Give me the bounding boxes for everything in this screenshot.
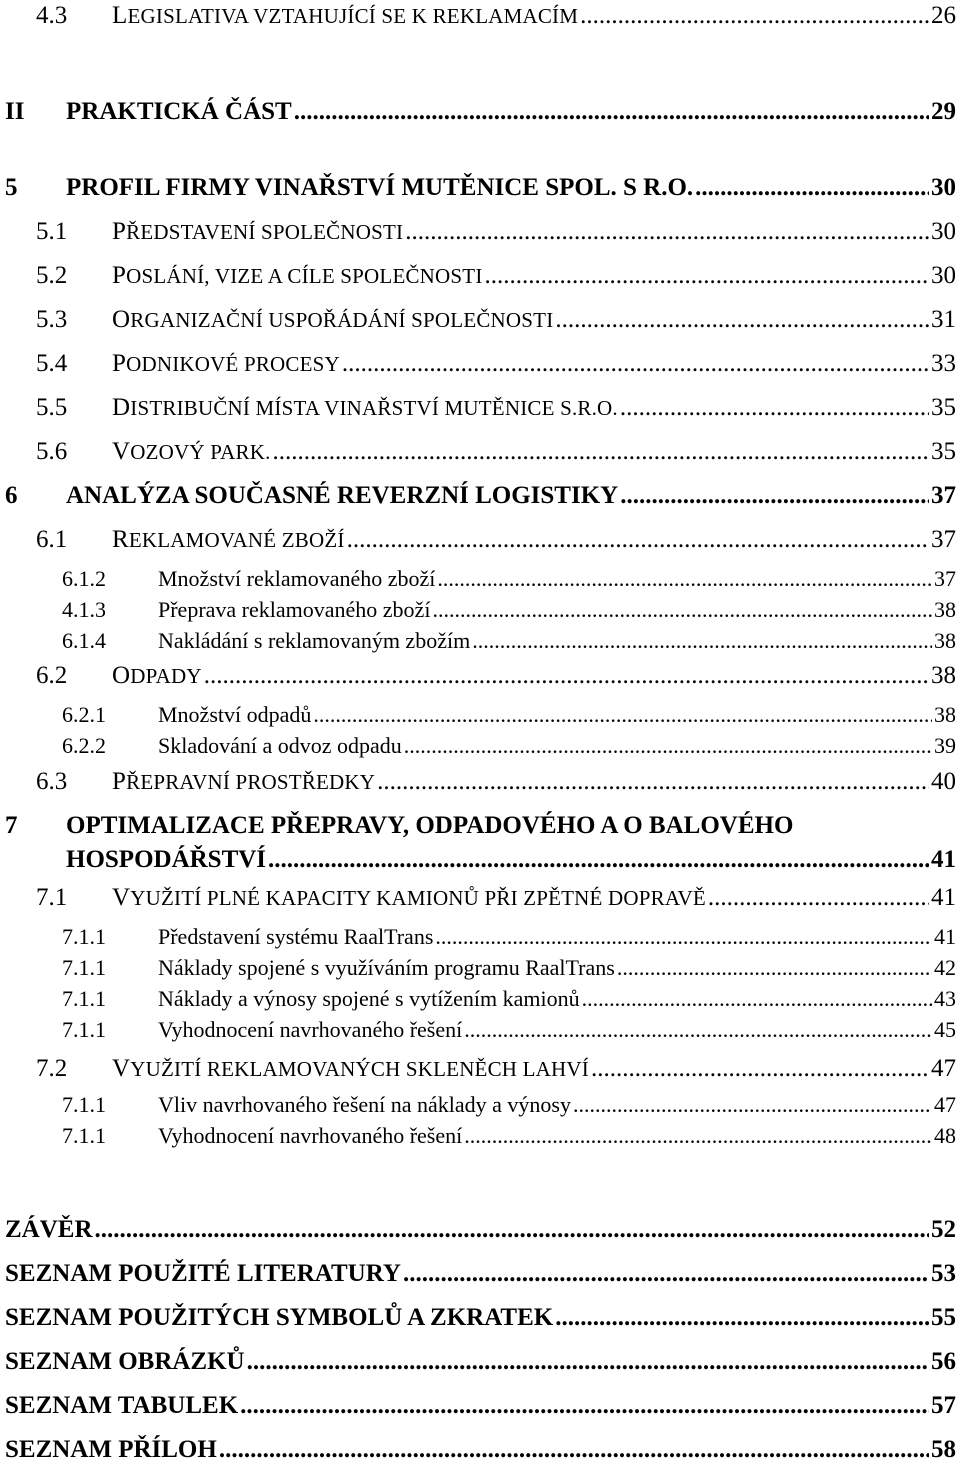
entry-title-rest: OSLÁNÍ, VIZE A CÍLE SPOLEČNOSTI [126, 264, 483, 288]
page-number: 41 [934, 924, 956, 949]
entry-title-initial: V [112, 1055, 131, 1082]
dot-leader [472, 628, 932, 654]
page-number: 48 [934, 1123, 956, 1148]
entry-title: SEZNAM PŘÍLOH [5, 1436, 217, 1463]
entry-title [112, 218, 403, 246]
toc-entry-sec[interactable] [0, 884, 956, 920]
dot-leader [591, 1055, 929, 1083]
entry-title: Množství odpadů [158, 702, 312, 727]
entry-number: 6.1 [36, 526, 68, 553]
entry-title: SEZNAM POUŽITÉ LITERATURY [5, 1260, 401, 1287]
entry-title-line2: HOSPODÁŘSTVÍ [66, 846, 267, 873]
dot-leader [204, 662, 929, 690]
dot-leader [404, 733, 932, 759]
dot-leader [464, 1017, 932, 1043]
entry-number: 4.1.3 [62, 597, 106, 622]
toc-entry-sub[interactable] [0, 733, 956, 769]
entry-title: Vliv navrhovaného řešení na náklady a výnosy [158, 1092, 571, 1117]
page-number: 37 [931, 526, 956, 553]
toc-entry-ch[interactable] [0, 174, 956, 210]
toc-entry-sec[interactable] [0, 768, 956, 804]
entry-number: 7.1.1 [62, 955, 106, 980]
entry-number: 5.4 [36, 350, 68, 377]
entry-title: Přeprava reklamovaného zboží [158, 597, 431, 622]
entry-title-initial: D [112, 394, 131, 421]
entry-title: PRAKTICKÁ ČÁST [66, 98, 292, 125]
toc-entry-un[interactable] [0, 1216, 956, 1252]
entry-number: 5.5 [36, 394, 68, 421]
entry-title: SEZNAM OBRÁZKŮ [5, 1348, 245, 1375]
page-number: 38 [934, 597, 956, 622]
dot-leader [95, 1216, 929, 1244]
entry-number: 6.3 [36, 768, 68, 795]
toc-entry-un[interactable] [0, 1436, 956, 1472]
entry-number: 6.2 [36, 662, 68, 689]
dot-leader [268, 846, 929, 874]
entry-number: 7.1.1 [62, 924, 106, 949]
entry-number: 5.3 [36, 306, 68, 333]
page-number: 45 [934, 1017, 956, 1042]
page-number: 38 [934, 702, 956, 727]
dot-leader [620, 482, 929, 510]
entry-number: 7.2 [36, 1055, 68, 1082]
page-number: 31 [931, 306, 956, 333]
page-number: 47 [931, 1055, 956, 1082]
page-number: 35 [931, 394, 956, 421]
entry-title-rest: ŘEDSTAVENÍ SPOLEČNOSTI [126, 220, 404, 244]
page-number: 47 [934, 1092, 956, 1117]
page-number: 35 [931, 438, 956, 465]
toc-entry-sec[interactable] [0, 1055, 956, 1091]
entry-title [112, 662, 202, 690]
entry-number: 5 [5, 174, 18, 201]
dot-leader [247, 1348, 929, 1376]
entry-number: 7 [5, 812, 18, 839]
entry-title [112, 262, 483, 290]
entry-title: SEZNAM TABULEK [5, 1392, 239, 1419]
entry-title-initial: P [112, 262, 127, 289]
page-number: 38 [934, 628, 956, 653]
page-number: 30 [931, 218, 956, 245]
entry-title: PROFIL FIRMY VINAŘSTVÍ MUTĚNICE SPOL. S R.O. [66, 174, 694, 201]
toc-entry-sec[interactable] [0, 662, 956, 698]
dot-leader [555, 306, 929, 334]
entry-title: Nakládání s reklamovaným zbožím [158, 628, 471, 653]
page-number: 52 [931, 1216, 956, 1243]
page-number: 37 [931, 482, 956, 509]
dot-leader [240, 1392, 929, 1420]
page-number: 30 [931, 262, 956, 289]
entry-title [112, 768, 375, 796]
entry-title-rest: ODNIKOVÉ PROCESY [126, 352, 340, 376]
entry-number: II [5, 98, 25, 125]
entry-number: 6 [5, 482, 18, 509]
dot-leader [695, 174, 929, 202]
entry-title-rest: RGANIZAČNÍ USPOŘÁDÁNÍ SPOLEČNOSTI [130, 308, 554, 332]
page-number: 39 [934, 733, 956, 758]
dot-leader [342, 350, 929, 378]
page-number: 26 [931, 2, 956, 29]
page-number: 53 [931, 1260, 956, 1287]
page-number: 33 [931, 350, 956, 377]
entry-title-initial: P [112, 768, 127, 795]
entry-title-rest: OZOVÝ PARK. [130, 440, 271, 464]
toc-entry-un[interactable] [0, 1260, 956, 1296]
dot-leader [313, 702, 932, 728]
toc-entry-sec[interactable] [0, 306, 956, 342]
entry-title: Množství reklamovaného zboží [158, 566, 436, 591]
page-number: 29 [931, 98, 956, 125]
page-number: 43 [934, 986, 956, 1011]
dot-leader [617, 955, 932, 981]
entry-number: 7.1 [36, 884, 68, 911]
entry-title-initial: P [112, 218, 127, 245]
dot-leader [219, 1436, 929, 1464]
dot-leader [485, 262, 929, 290]
entry-title-initial: O [112, 306, 131, 333]
dot-leader [405, 218, 929, 246]
entry-title-initial: V [112, 438, 131, 465]
entry-title-rest: DPADY [130, 664, 202, 688]
entry-title-rest: ISTRIBUČNÍ MÍSTA VINAŘSTVÍ MUTĚNICE S.R.O. [130, 396, 618, 420]
page-number: 55 [931, 1304, 956, 1331]
toc-entry-un[interactable] [0, 1348, 956, 1384]
entry-title-initial: P [112, 350, 127, 377]
entry-title-initial: L [112, 2, 128, 29]
entry-title: Představení systému RaalTrans [158, 924, 434, 949]
page-number: 41 [931, 884, 956, 911]
entry-number: 5.1 [36, 218, 68, 245]
dot-leader [437, 566, 932, 592]
dot-leader [555, 1304, 929, 1332]
toc-entry-sec[interactable] [0, 438, 956, 474]
dot-leader [620, 394, 929, 422]
page-number: 41 [931, 846, 956, 873]
entry-title [112, 884, 706, 912]
toc-entry-sub[interactable] [0, 1017, 956, 1053]
page-number: 38 [931, 662, 956, 689]
entry-number: 7.1.1 [62, 1123, 106, 1148]
entry-title-initial: O [112, 662, 131, 689]
entry-title: Náklady spojené s využíváním programu RaalTrans [158, 955, 615, 980]
toc-entry-sub[interactable] [0, 628, 956, 664]
entry-title [112, 350, 340, 378]
entry-title [112, 306, 553, 334]
entry-title-rest: ŘEPRAVNÍ PROSTŘEDKY [126, 770, 376, 794]
page-number: 57 [931, 1392, 956, 1419]
page-number: 40 [931, 768, 956, 795]
entry-title [112, 2, 578, 30]
entry-number: 5.2 [36, 262, 68, 289]
toc-entry-sec[interactable] [0, 218, 956, 254]
entry-title: ZÁVĚR [5, 1216, 93, 1243]
entry-number: 7.1.1 [62, 1017, 106, 1042]
entry-title [112, 438, 271, 466]
toc-entry-sec[interactable] [0, 526, 956, 562]
entry-title: Vyhodnocení navrhovaného řešení [158, 1123, 463, 1148]
toc-entry-un[interactable] [0, 1304, 956, 1340]
entry-number: 6.2.1 [62, 702, 106, 727]
toc-entry-sec[interactable] [0, 2, 956, 38]
toc-entry-ch[interactable] [0, 482, 956, 518]
entry-title: Skladování a odvoz odpadu [158, 733, 402, 758]
entry-title-initial: V [112, 884, 131, 911]
toc-entry-un[interactable] [0, 1392, 956, 1428]
entry-title-rest: YUŽITÍ REKLAMOVANÝCH SKLENĚCH LAHVÍ [130, 1057, 589, 1081]
dot-leader [273, 438, 929, 466]
dot-leader [435, 924, 932, 950]
entry-number: 4.3 [36, 2, 68, 29]
toc-entry-sec[interactable] [0, 262, 956, 298]
toc-entry-sec[interactable] [0, 350, 956, 386]
dot-leader [377, 768, 929, 796]
entry-number: 6.2.2 [62, 733, 106, 758]
entry-title-initial: R [112, 526, 129, 553]
entry-number: 5.6 [36, 438, 68, 465]
entry-title [112, 394, 618, 422]
page-number: 42 [934, 955, 956, 980]
entry-title-rest: YUŽITÍ PLNÉ KAPACITY KAMIONŮ PŘI ZPĚTNÉ DOPRAVĚ [130, 886, 706, 910]
entry-title [112, 1055, 589, 1083]
dot-leader [582, 986, 932, 1012]
dot-leader [573, 1092, 932, 1118]
dot-leader [708, 884, 929, 912]
entry-number: 6.1.2 [62, 566, 106, 591]
toc-entry-sub[interactable] [0, 1123, 956, 1159]
entry-title-rest: EKLAMOVANÉ ZBOŽÍ [128, 528, 345, 552]
dot-leader [294, 98, 929, 126]
entry-title: Vyhodnocení navrhovaného řešení [158, 1017, 463, 1042]
toc-entry-ch[interactable] [0, 98, 956, 134]
dot-leader [347, 526, 929, 554]
toc-entry-ch-continued[interactable] [0, 846, 956, 882]
dot-leader [464, 1123, 932, 1149]
entry-number: 7.1.1 [62, 986, 106, 1011]
entry-title: SEZNAM POUŽITÝCH SYMBOLŮ A ZKRATEK [5, 1304, 554, 1331]
page-number: 37 [934, 566, 956, 591]
dot-leader [580, 2, 929, 30]
page-number: 30 [931, 174, 956, 201]
entry-number: 6.1.4 [62, 628, 106, 653]
entry-title: OPTIMALIZACE PŘEPRAVY, ODPADOVÉHO A O BALOVÉHO [66, 812, 794, 839]
toc-entry-sec[interactable] [0, 394, 956, 430]
entry-title: ANALÝZA SOUČASNÉ REVERZNÍ LOGISTIKY [66, 482, 619, 509]
page-number: 58 [931, 1436, 956, 1463]
page-number: 56 [931, 1348, 956, 1375]
entry-title [112, 526, 345, 554]
entry-number: 7.1.1 [62, 1092, 106, 1117]
dot-leader [432, 597, 932, 623]
toc-entry-ch2[interactable] [0, 812, 956, 848]
entry-title: Náklady a výnosy spojené s vytížením kamionů [158, 986, 580, 1011]
dot-leader [403, 1260, 929, 1288]
entry-title-rest: EGISLATIVA VZTAHUJÍCÍ SE K REKLAMACÍM [127, 4, 579, 28]
